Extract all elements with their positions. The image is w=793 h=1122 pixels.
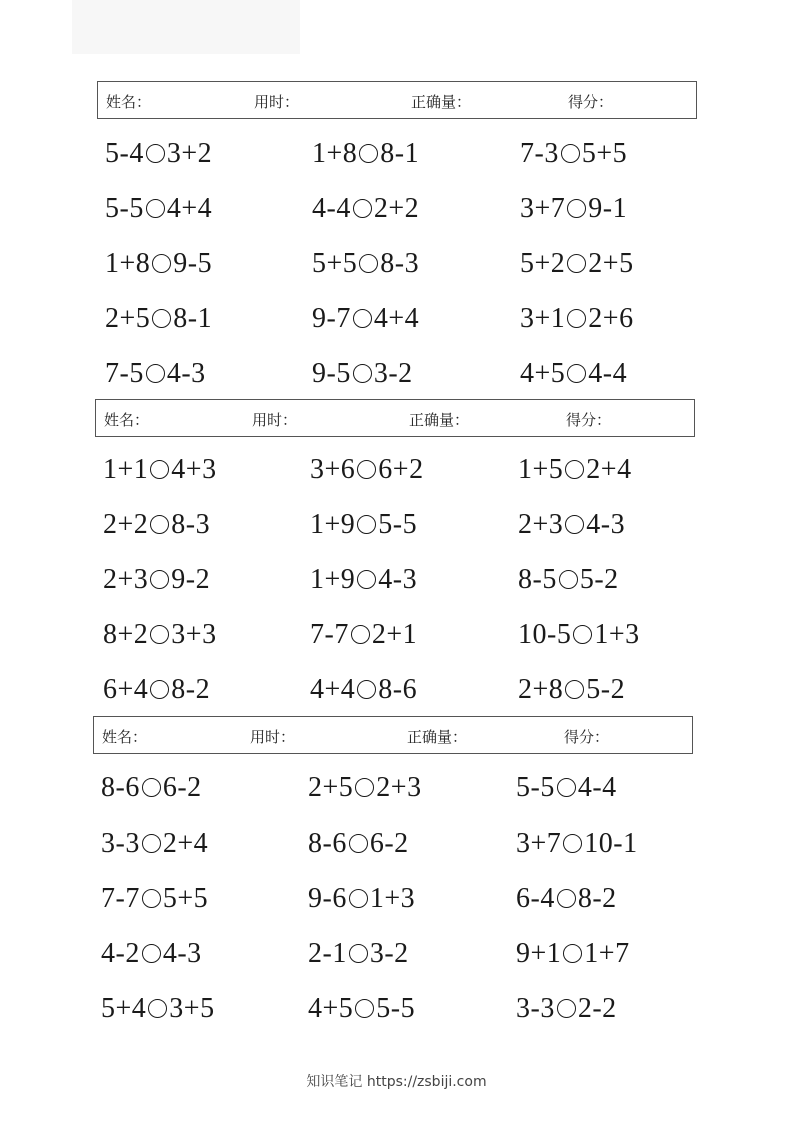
accuracy-label: 正确量：	[411, 93, 472, 111]
comparison-problem: 4+4 8-6	[310, 674, 418, 705]
problem-row	[93, 770, 693, 810]
time-label: 用时：	[250, 728, 296, 746]
answer-circle[interactable]	[353, 364, 372, 383]
comparison-problem: 5-4 3+2	[105, 138, 213, 169]
student-info-header	[93, 716, 693, 754]
problem-row	[95, 452, 695, 492]
name-label: 姓名：	[102, 728, 148, 746]
accuracy-label: 正确量：	[407, 728, 468, 746]
answer-circle[interactable]	[152, 254, 171, 273]
answer-circle[interactable]	[351, 625, 370, 644]
comparison-problem: 1+9 5-5	[310, 509, 418, 540]
comparison-problem: 5+4 3+5	[101, 993, 215, 1024]
comparison-problem: 9-5 3-2	[312, 358, 413, 389]
comparison-problem: 5-5 4-4	[516, 772, 617, 803]
comparison-problem: 7-3 5+5	[520, 138, 628, 169]
comparison-problem: 9-6 1+3	[308, 883, 416, 914]
answer-circle[interactable]	[559, 570, 578, 589]
answer-circle[interactable]	[557, 999, 576, 1018]
comparison-problem: 2+3 4-3	[518, 509, 626, 540]
answer-circle[interactable]	[142, 778, 161, 797]
comparison-problem: 7-5 4-3	[105, 358, 206, 389]
answer-circle[interactable]	[557, 889, 576, 908]
comparison-problem: 4-4 2+2	[312, 193, 420, 224]
comparison-problem: 2+5 8-1	[105, 303, 213, 334]
problem-row	[93, 936, 693, 976]
problem-row	[93, 826, 693, 866]
comparison-problem: 9-7 4+4	[312, 303, 420, 334]
comparison-problem: 5+5 8-3	[312, 248, 420, 279]
problem-row	[95, 672, 695, 712]
answer-circle[interactable]	[563, 944, 582, 963]
comparison-problem: 8+2 3+3	[103, 619, 217, 650]
name-label: 姓名：	[106, 93, 152, 111]
problem-row	[93, 881, 693, 921]
answer-circle[interactable]	[150, 680, 169, 699]
answer-circle[interactable]	[565, 460, 584, 479]
problem-row	[95, 617, 695, 657]
time-label: 用时：	[252, 411, 298, 429]
answer-circle[interactable]	[359, 144, 378, 163]
comparison-problem: 10-5 1+3	[518, 619, 640, 650]
comparison-problem: 4+5 5-5	[308, 993, 416, 1024]
answer-circle[interactable]	[567, 254, 586, 273]
answer-circle[interactable]	[148, 999, 167, 1018]
answer-circle[interactable]	[563, 834, 582, 853]
answer-circle[interactable]	[567, 199, 586, 218]
comparison-problem: 2+8 5-2	[518, 674, 626, 705]
answer-circle[interactable]	[349, 889, 368, 908]
comparison-problem: 2+5 2+3	[308, 772, 422, 803]
comparison-problem: 5+2 2+5	[520, 248, 634, 279]
comparison-problem: 2+3 9-2	[103, 564, 211, 595]
problem-row	[97, 301, 697, 341]
answer-circle[interactable]	[357, 515, 376, 534]
answer-circle[interactable]	[567, 364, 586, 383]
comparison-problem: 8-5 5-2	[518, 564, 619, 595]
answer-circle[interactable]	[357, 570, 376, 589]
student-info-header	[95, 399, 695, 437]
answer-circle[interactable]	[146, 199, 165, 218]
comparison-problem: 8-6 6-2	[308, 828, 409, 859]
score-label: 得分：	[564, 728, 610, 746]
faint-background-mark	[72, 0, 300, 54]
comparison-problem: 6+4 8-2	[103, 674, 211, 705]
problem-row	[95, 562, 695, 602]
answer-circle[interactable]	[565, 680, 584, 699]
comparison-problem: 3+1 2+6	[520, 303, 634, 334]
comparison-problem: 1+8 9-5	[105, 248, 213, 279]
comparison-problem: 3+7 9-1	[520, 193, 628, 224]
comparison-problem: 6-4 8-2	[516, 883, 617, 914]
comparison-problem: 1+8 8-1	[312, 138, 420, 169]
answer-circle[interactable]	[355, 778, 374, 797]
answer-circle[interactable]	[349, 834, 368, 853]
answer-circle[interactable]	[565, 515, 584, 534]
comparison-problem: 2-1 3-2	[308, 938, 409, 969]
problem-row	[97, 136, 697, 176]
comparison-problem: 7-7 5+5	[101, 883, 209, 914]
answer-circle[interactable]	[355, 999, 374, 1018]
answer-circle[interactable]	[357, 460, 376, 479]
answer-circle[interactable]	[150, 570, 169, 589]
answer-circle[interactable]	[150, 460, 169, 479]
time-label: 用时：	[254, 93, 300, 111]
comparison-problem: 2+2 8-3	[103, 509, 211, 540]
comparison-problem: 1+5 2+4	[518, 454, 632, 485]
answer-circle[interactable]	[359, 254, 378, 273]
answer-circle[interactable]	[142, 944, 161, 963]
answer-circle[interactable]	[150, 515, 169, 534]
score-label: 得分：	[566, 411, 612, 429]
answer-circle[interactable]	[142, 834, 161, 853]
student-info-header	[97, 81, 697, 119]
comparison-problem: 3+7 10-1	[516, 828, 638, 859]
problem-row	[93, 991, 693, 1031]
comparison-problem: 9+1 1+7	[516, 938, 630, 969]
problem-row	[95, 507, 695, 547]
problem-row	[97, 246, 697, 286]
footer-watermark: 知识笔记 https://zsbiji.com	[306, 1074, 487, 1090]
answer-circle[interactable]	[142, 889, 161, 908]
answer-circle[interactable]	[573, 625, 592, 644]
problem-row	[97, 191, 697, 231]
comparison-problem: 3-3 2+4	[101, 828, 209, 859]
comparison-problem: 4+5 4-4	[520, 358, 628, 389]
comparison-problem: 1+9 4-3	[310, 564, 418, 595]
answer-circle[interactable]	[146, 144, 165, 163]
comparison-problem: 8-6 6-2	[101, 772, 202, 803]
comparison-problem: 3-3 2-2	[516, 993, 617, 1024]
comparison-problem: 5-5 4+4	[105, 193, 213, 224]
answer-circle[interactable]	[152, 309, 171, 328]
answer-circle[interactable]	[150, 625, 169, 644]
answer-circle[interactable]	[561, 144, 580, 163]
answer-circle[interactable]	[146, 364, 165, 383]
answer-circle[interactable]	[353, 199, 372, 218]
accuracy-label: 正确量：	[409, 411, 470, 429]
name-label: 姓名：	[104, 411, 150, 429]
comparison-problem: 1+1 4+3	[103, 454, 217, 485]
answer-circle[interactable]	[567, 309, 586, 328]
answer-circle[interactable]	[357, 680, 376, 699]
score-label: 得分：	[568, 93, 614, 111]
comparison-problem: 7-7 2+1	[310, 619, 418, 650]
problem-row	[97, 356, 697, 396]
comparison-problem: 4-2 4-3	[101, 938, 202, 969]
answer-circle[interactable]	[349, 944, 368, 963]
comparison-problem: 3+6 6+2	[310, 454, 424, 485]
answer-circle[interactable]	[353, 309, 372, 328]
answer-circle[interactable]	[557, 778, 576, 797]
